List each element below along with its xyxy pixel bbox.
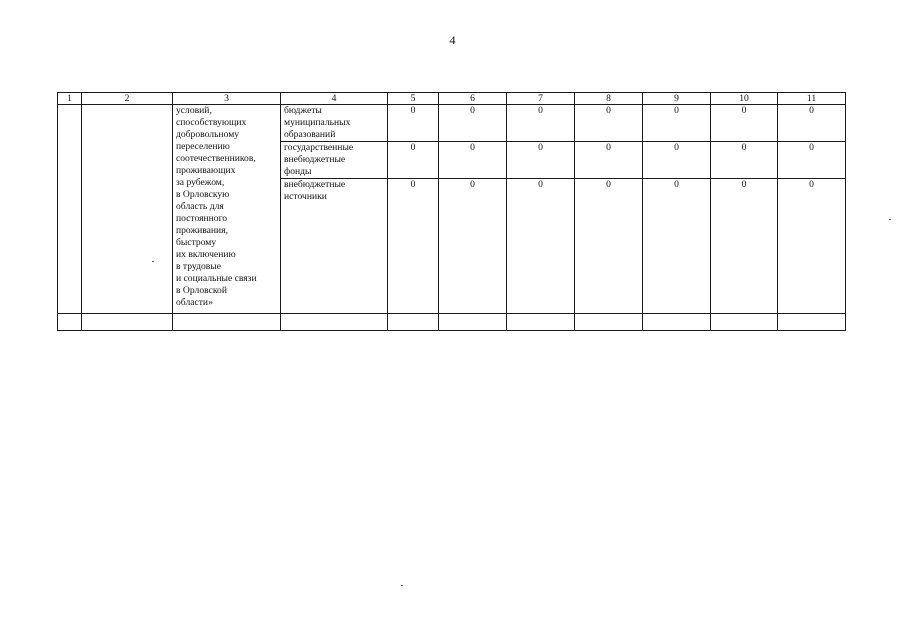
description-line: соотечественников,	[176, 153, 256, 164]
description-line: быстрому	[176, 237, 217, 248]
description-line: переселению	[176, 141, 230, 152]
scan-speck	[401, 585, 403, 586]
description-line: и социальные связи	[176, 273, 257, 284]
source-line: бюджеты	[284, 105, 322, 116]
scan-speck	[152, 261, 154, 262]
table-row	[58, 105, 846, 142]
header-cell: 6	[439, 93, 507, 105]
value-cell: 0	[643, 179, 711, 314]
col2-cell	[82, 105, 173, 314]
value-cell: 0	[507, 179, 575, 314]
description-line: за рубежом,	[176, 177, 225, 188]
header-cell: 11	[778, 93, 846, 105]
scan-speck	[889, 219, 891, 220]
source-line: государственные	[284, 142, 354, 153]
empty-cell	[711, 314, 778, 331]
empty-cell	[388, 314, 439, 331]
value-cell: 0	[507, 105, 575, 142]
source-line: образований	[284, 129, 336, 140]
page-number: 4	[449, 33, 456, 47]
value-cell: 0	[778, 105, 846, 142]
funding-source-cell	[281, 142, 388, 179]
event-description-cell	[173, 105, 281, 314]
value-cell: 0	[711, 142, 778, 179]
value-cell: 0	[439, 105, 507, 142]
description-line: область для	[176, 201, 224, 212]
value-cell: 0	[643, 142, 711, 179]
source-line: источники	[284, 191, 327, 202]
empty-cell	[281, 314, 388, 331]
value-cell: 0	[643, 105, 711, 142]
value-cell: 0	[778, 142, 846, 179]
table-header-row	[58, 93, 846, 105]
source-line: внебюджетные	[284, 179, 346, 190]
value-cell: 0	[388, 179, 439, 314]
source-line: внебюджетные	[284, 154, 346, 165]
empty-cell	[643, 314, 711, 331]
description-line: проживания,	[176, 225, 228, 236]
header-cell: 2	[82, 93, 173, 105]
description-line: проживающих	[176, 165, 236, 176]
funding-source-cell	[281, 105, 388, 142]
value-cell: 0	[711, 179, 778, 314]
value-cell: 0	[439, 179, 507, 314]
empty-cell	[575, 314, 643, 331]
header-cell: 5	[388, 93, 439, 105]
empty-cell	[507, 314, 575, 331]
program-financing-table	[57, 92, 846, 331]
value-cell: 0	[388, 142, 439, 179]
description-line: способствующих	[176, 117, 247, 128]
value-cell: 0	[778, 179, 846, 314]
source-line: муниципальных	[284, 117, 351, 128]
description-line: добровольному	[176, 129, 240, 140]
empty-cell	[439, 314, 507, 331]
description-line: в трудовые	[176, 261, 222, 272]
header-cell: 7	[507, 93, 575, 105]
empty-cell	[82, 314, 173, 331]
value-cell: 0	[388, 105, 439, 142]
header-cell: 4	[281, 93, 388, 105]
description-line: их включению	[176, 249, 236, 260]
description-line: в Орловскую	[176, 189, 230, 200]
value-cell: 0	[711, 105, 778, 142]
empty-cell	[173, 314, 281, 331]
funding-source-cell	[281, 179, 388, 314]
header-cell: 8	[575, 93, 643, 105]
description-line: постоянного	[176, 213, 228, 224]
table-row-empty	[58, 314, 846, 331]
header-cell: 3	[173, 93, 281, 105]
empty-cell	[58, 314, 82, 331]
description-line: условий,	[176, 105, 212, 116]
value-cell: 0	[575, 179, 643, 314]
value-cell: 0	[439, 142, 507, 179]
value-cell: 0	[507, 142, 575, 179]
value-cell: 0	[575, 105, 643, 142]
col1-cell	[58, 105, 82, 314]
header-cell: 9	[643, 93, 711, 105]
description-line: области»	[176, 297, 213, 308]
value-cell: 0	[575, 142, 643, 179]
header-cell: 1	[58, 93, 82, 105]
source-line: фонды	[284, 166, 312, 177]
header-cell: 10	[711, 93, 778, 105]
empty-cell	[778, 314, 846, 331]
description-line: в Орловской	[176, 285, 227, 296]
